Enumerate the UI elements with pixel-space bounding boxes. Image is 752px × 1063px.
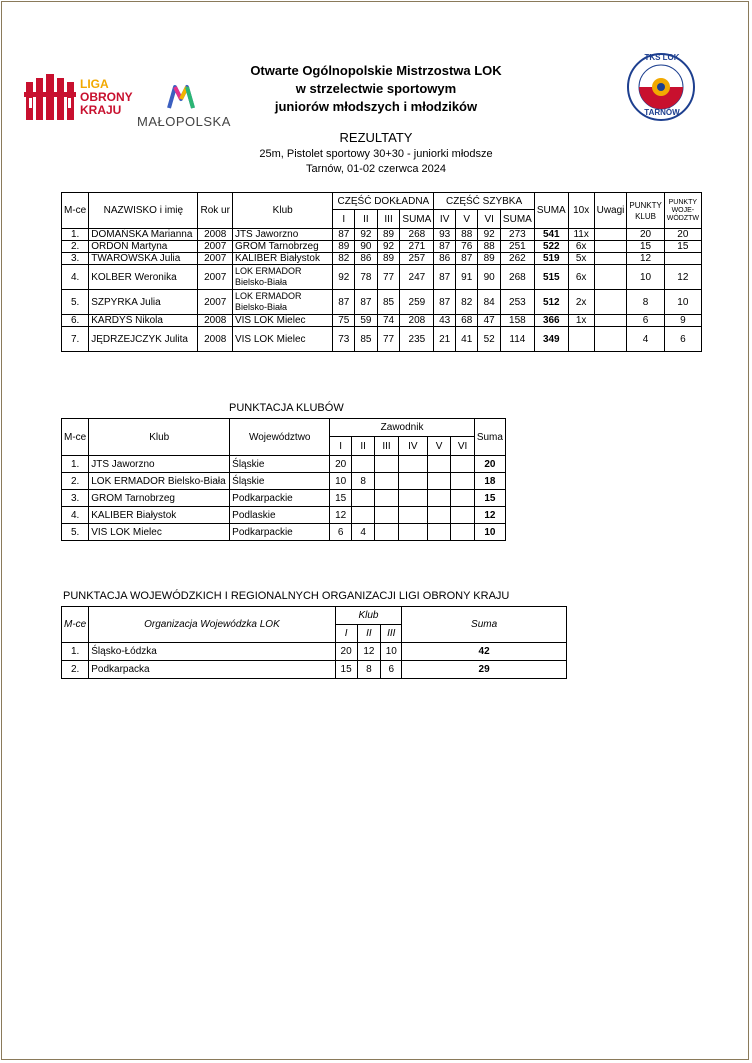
- competition-name: 25m, Pistolet sportowy 30+30 - juniorki młodsze: [259, 148, 493, 160]
- club-points: [352, 456, 375, 473]
- row-score: 89: [333, 241, 355, 253]
- row-score: 271: [400, 241, 434, 253]
- row-score: 87: [455, 253, 477, 265]
- table-row: [62, 229, 702, 241]
- regions-col-sum: Suma: [402, 607, 567, 643]
- region-sum: 42: [402, 643, 567, 661]
- clubs-col-sum: Suma: [474, 419, 505, 456]
- table-row: [62, 265, 702, 290]
- clubs-col-n: IV: [398, 437, 427, 456]
- place-date: Tarnów, 01-02 czerwca 2024: [305, 163, 447, 175]
- row-name: SZPYRKA Julia: [89, 290, 198, 315]
- club-points: [398, 456, 427, 473]
- club-place: 3.: [62, 490, 89, 507]
- row-club-points: 10: [627, 265, 664, 290]
- club-sum: 15: [474, 490, 505, 507]
- row-place: 2.: [62, 241, 89, 253]
- club-place: 2.: [62, 473, 89, 490]
- row-score: 78: [355, 265, 378, 290]
- row-tens: 2x: [568, 290, 594, 315]
- club-points: [427, 524, 450, 541]
- col-name: NAZWISKO i imię: [89, 193, 198, 229]
- regions-col-place: M-ce: [62, 607, 89, 643]
- region-points: 8: [357, 661, 381, 679]
- row-club: GROM Tarnobrzeg: [232, 241, 332, 253]
- club-points: 15: [330, 490, 352, 507]
- col-year: Rok ur: [198, 193, 232, 229]
- row-score: 87: [333, 229, 355, 241]
- region-points: 20: [335, 643, 357, 661]
- club-voiv: Śląskie: [230, 456, 330, 473]
- row-tens: 6x: [568, 241, 594, 253]
- col-series: IV: [434, 210, 456, 229]
- col-rapid: CZĘŚĆ SZYBKA: [434, 193, 535, 210]
- col-voiv-points: PUNKTY WOJE-WÓDZTW: [664, 193, 701, 229]
- row-score: 247: [400, 265, 434, 290]
- page-title: Otwarte Ogólnopolskie Mistrzostwa LOK w strzelectwie sportowym juniorów młodszych i młodzików: [250, 63, 502, 114]
- row-year: 2008: [198, 229, 232, 241]
- row-score: 52: [478, 327, 500, 352]
- club-voiv: Podkarpackie: [230, 490, 330, 507]
- club-points: [375, 456, 398, 473]
- row-score: 21: [434, 327, 456, 352]
- row-score: 74: [377, 315, 400, 327]
- row-score: 89: [377, 229, 400, 241]
- row-year: 2008: [198, 315, 232, 327]
- row-place: 3.: [62, 253, 89, 265]
- row-score: 90: [355, 241, 378, 253]
- club-points: [375, 473, 398, 490]
- row-score: 82: [455, 290, 477, 315]
- clubs-col-n: I: [330, 437, 352, 456]
- row-total: 541: [534, 229, 568, 241]
- regions-table: [61, 606, 567, 679]
- row-remarks: [594, 241, 627, 253]
- clubs-col-n: II: [352, 437, 375, 456]
- row-total: 512: [534, 290, 568, 315]
- club-points: [427, 473, 450, 490]
- club-points: [451, 456, 475, 473]
- club-place: 5.: [62, 524, 89, 541]
- club-points: [398, 490, 427, 507]
- row-score: 87: [434, 265, 456, 290]
- row-score: 257: [400, 253, 434, 265]
- region-points: 6: [381, 661, 402, 679]
- row-score: 85: [377, 290, 400, 315]
- col-series-sum: SUMA: [500, 210, 534, 229]
- row-name: KARDYŚ Nikola: [89, 315, 198, 327]
- club-place: 1.: [62, 456, 89, 473]
- row-year: 2008: [198, 327, 232, 352]
- club-points: 8: [352, 473, 375, 490]
- row-club: LOK ERMADOR Bielsko-Biała: [232, 290, 332, 315]
- row-score: 251: [500, 241, 534, 253]
- club-sum: 12: [474, 507, 505, 524]
- club-points: [375, 507, 398, 524]
- club-points: [451, 473, 475, 490]
- region-org: Śląsko-Łódzka: [89, 643, 335, 661]
- table-row: [62, 507, 506, 524]
- row-club-points: 12: [627, 253, 664, 265]
- club-points: 20: [330, 456, 352, 473]
- club-points: [398, 473, 427, 490]
- lok-logo-text: LIGA OBRONY KRAJU: [80, 77, 133, 117]
- club-points: [427, 507, 450, 524]
- row-tens: 5x: [568, 253, 594, 265]
- row-total: 519: [534, 253, 568, 265]
- row-voiv-points: 6: [664, 327, 701, 352]
- col-series: III: [377, 210, 400, 229]
- club-voiv: Śląskie: [230, 473, 330, 490]
- club-points: [427, 456, 450, 473]
- club-points: [398, 507, 427, 524]
- row-score: 85: [355, 327, 378, 352]
- row-score: 268: [500, 265, 534, 290]
- row-remarks: [594, 290, 627, 315]
- row-name: JĘDRZEJCZYK Julita: [89, 327, 198, 352]
- col-club: Klub: [232, 193, 332, 229]
- col-series: V: [455, 210, 477, 229]
- row-name: ORDON Martyna: [89, 241, 198, 253]
- row-name: DOMAŃSKA Marianna: [89, 229, 198, 241]
- row-name: KOLBER Weronika: [89, 265, 198, 290]
- clubs-col-club: Klub: [89, 419, 230, 456]
- row-total: 515: [534, 265, 568, 290]
- region-place: 1.: [62, 643, 89, 661]
- row-tens: 1x: [568, 315, 594, 327]
- row-score: 86: [355, 253, 378, 265]
- club-name: LOK ERMADOR Bielsko-Biała: [89, 473, 230, 490]
- tarnow-logo-text: TARNÓW: [644, 108, 680, 117]
- row-score: 82: [333, 253, 355, 265]
- club-points: [352, 490, 375, 507]
- row-score: 47: [478, 315, 500, 327]
- table-row: [62, 456, 506, 473]
- row-club: VIS LOK Mielec: [232, 327, 332, 352]
- row-score: 41: [455, 327, 477, 352]
- col-series: I: [333, 210, 355, 229]
- col-place: M-ce: [62, 193, 89, 229]
- tks-lok-text: TKS LOK: [644, 53, 680, 62]
- row-score: 89: [478, 253, 500, 265]
- row-score: 158: [500, 315, 534, 327]
- club-points: 10: [330, 473, 352, 490]
- regions-col-n: I: [335, 625, 357, 643]
- row-club-points: 6: [627, 315, 664, 327]
- col-series-sum: SUMA: [400, 210, 434, 229]
- row-score: 43: [434, 315, 456, 327]
- row-place: 1.: [62, 229, 89, 241]
- clubs-title: PUNKTACJA KLUBÓW: [229, 402, 344, 414]
- col-series: II: [355, 210, 378, 229]
- table-row: [62, 661, 567, 679]
- col-tens: 10x: [568, 193, 594, 229]
- regions-col-n: III: [381, 625, 402, 643]
- club-points: [451, 490, 475, 507]
- club-sum: 18: [474, 473, 505, 490]
- row-total: 522: [534, 241, 568, 253]
- table-row: [62, 253, 702, 265]
- club-name: KALIBER Białystok: [89, 507, 230, 524]
- row-score: 259: [400, 290, 434, 315]
- malopolska-logo-text: MAŁOPOLSKA: [137, 114, 231, 129]
- row-tens: 6x: [568, 265, 594, 290]
- row-voiv-points: [664, 253, 701, 265]
- row-club: VIS LOK Mielec: [232, 315, 332, 327]
- row-score: 91: [455, 265, 477, 290]
- clubs-col-n: V: [427, 437, 450, 456]
- club-name: JTS Jaworzno: [89, 456, 230, 473]
- row-score: 87: [434, 290, 456, 315]
- row-remarks: [594, 229, 627, 241]
- row-year: 2007: [198, 290, 232, 315]
- club-sum: 20: [474, 456, 505, 473]
- row-score: 76: [455, 241, 477, 253]
- row-score: 87: [333, 290, 355, 315]
- club-points: [451, 524, 475, 541]
- club-name: VIS LOK Mielec: [89, 524, 230, 541]
- results-label: REZULTATY: [339, 130, 413, 145]
- region-points: 12: [357, 643, 381, 661]
- row-score: 89: [377, 253, 400, 265]
- row-score: 92: [333, 265, 355, 290]
- row-score: 114: [500, 327, 534, 352]
- club-sum: 10: [474, 524, 505, 541]
- table-row: [62, 241, 702, 253]
- clubs-table: [61, 418, 506, 541]
- row-place: 4.: [62, 265, 89, 290]
- club-name: GROM Tarnobrzeg: [89, 490, 230, 507]
- table-row: [62, 473, 506, 490]
- table-row: [62, 290, 702, 315]
- col-remarks: Uwagi: [594, 193, 627, 229]
- row-score: 208: [400, 315, 434, 327]
- row-score: 77: [377, 327, 400, 352]
- row-score: 92: [355, 229, 378, 241]
- col-total: SUMA: [534, 193, 568, 229]
- clubs-col-place: M-ce: [62, 419, 89, 456]
- results-table: [61, 192, 702, 352]
- row-voiv-points: 10: [664, 290, 701, 315]
- row-score: 235: [400, 327, 434, 352]
- row-club-points: 15: [627, 241, 664, 253]
- row-club: JTS Jaworzno: [232, 229, 332, 241]
- row-name: TWAROWSKA Julia: [89, 253, 198, 265]
- row-voiv-points: 15: [664, 241, 701, 253]
- club-points: [451, 507, 475, 524]
- row-voiv-points: 12: [664, 265, 701, 290]
- club-place: 4.: [62, 507, 89, 524]
- region-place: 2.: [62, 661, 89, 679]
- table-row: [62, 524, 506, 541]
- region-sum: 29: [402, 661, 567, 679]
- club-points: [427, 490, 450, 507]
- clubs-col-voiv: Województwo: [230, 419, 330, 456]
- row-club-points: 8: [627, 290, 664, 315]
- row-place: 5.: [62, 290, 89, 315]
- row-year: 2007: [198, 241, 232, 253]
- row-score: 273: [500, 229, 534, 241]
- row-remarks: [594, 327, 627, 352]
- row-voiv-points: 9: [664, 315, 701, 327]
- row-score: 90: [478, 265, 500, 290]
- clubs-col-n: VI: [451, 437, 475, 456]
- region-org: Podkarpacka: [89, 661, 335, 679]
- region-points: 15: [335, 661, 357, 679]
- row-score: 253: [500, 290, 534, 315]
- club-points: [375, 490, 398, 507]
- club-points: [375, 524, 398, 541]
- row-tens: [568, 327, 594, 352]
- row-year: 2007: [198, 253, 232, 265]
- row-remarks: [594, 315, 627, 327]
- club-points: 6: [330, 524, 352, 541]
- row-score: 86: [434, 253, 456, 265]
- row-total: 349: [534, 327, 568, 352]
- row-score: 93: [434, 229, 456, 241]
- row-club-points: 20: [627, 229, 664, 241]
- row-score: 77: [377, 265, 400, 290]
- row-score: 88: [455, 229, 477, 241]
- row-score: 92: [377, 241, 400, 253]
- regions-col-n: II: [357, 625, 381, 643]
- club-points: 12: [330, 507, 352, 524]
- row-year: 2007: [198, 265, 232, 290]
- club-points: 4: [352, 524, 375, 541]
- row-place: 7.: [62, 327, 89, 352]
- row-score: 87: [434, 241, 456, 253]
- row-score: 73: [333, 327, 355, 352]
- row-score: 68: [455, 315, 477, 327]
- row-score: 268: [400, 229, 434, 241]
- clubs-col-shooter: Zawodnik: [330, 419, 474, 437]
- table-row: [62, 315, 702, 327]
- regions-col-club: Klub: [335, 607, 402, 625]
- col-club-points: PUNKTY KLUB: [627, 193, 664, 229]
- row-place: 6.: [62, 315, 89, 327]
- row-score: 59: [355, 315, 378, 327]
- club-points: [352, 507, 375, 524]
- club-voiv: Podlaskie: [230, 507, 330, 524]
- row-score: 262: [500, 253, 534, 265]
- club-voiv: Podkarpackie: [230, 524, 330, 541]
- row-voiv-points: 20: [664, 229, 701, 241]
- col-series: VI: [478, 210, 500, 229]
- row-club: LOK ERMADOR Bielsko-Biała: [232, 265, 332, 290]
- row-total: 366: [534, 315, 568, 327]
- table-row: [62, 490, 506, 507]
- table-row: [62, 327, 702, 352]
- regions-col-org: Organizacja Wojewódzka LOK: [89, 607, 335, 643]
- regions-title: PUNKTACJA WOJEWÓDZKICH I REGIONALNYCH ORGANIZACJI LIGI OBRONY KRAJU: [63, 590, 510, 602]
- club-points: [398, 524, 427, 541]
- row-club: KALIBER Białystok: [232, 253, 332, 265]
- clubs-col-n: III: [375, 437, 398, 456]
- row-score: 87: [355, 290, 378, 315]
- row-remarks: [594, 265, 627, 290]
- row-score: 88: [478, 241, 500, 253]
- row-club-points: 4: [627, 327, 664, 352]
- table-row: [62, 643, 567, 661]
- row-score: 75: [333, 315, 355, 327]
- row-remarks: [594, 253, 627, 265]
- region-points: 10: [381, 643, 402, 661]
- row-score: 92: [478, 229, 500, 241]
- col-precision: CZĘŚĆ DOKŁADNA: [333, 193, 434, 210]
- row-tens: 11x: [568, 229, 594, 241]
- row-score: 84: [478, 290, 500, 315]
